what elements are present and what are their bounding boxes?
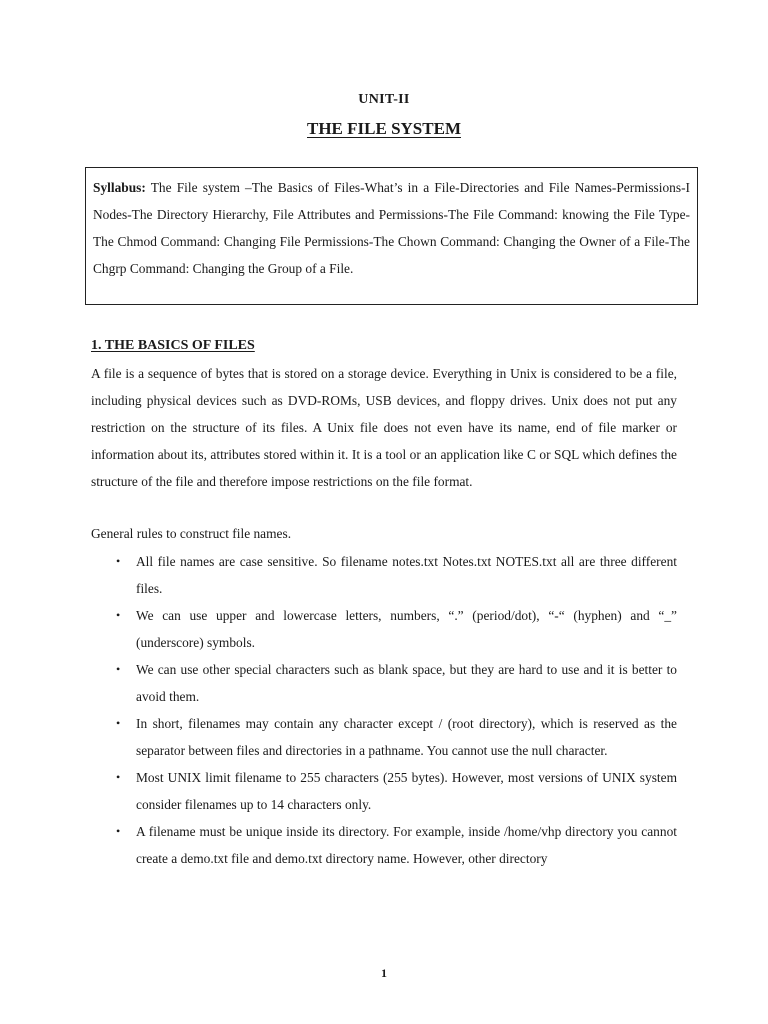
syllabus-text: The File system –The Basics of Files-What’s in a File-Directories and File Names-Permissions-I Nodes-The Directory Hierarchy, File Attributes and Permissions-The File Command: knowing the File Type-The Chmod Command: Changing File Permissions-The Chown Command: Changing the Owner of a File-The Chgrp Command: Changing the Group of a File. xyxy=(93,180,690,276)
section-heading: 1. THE BASICS OF FILES xyxy=(91,338,255,353)
list-item xyxy=(91,548,677,602)
list-item xyxy=(91,602,677,656)
list-item xyxy=(91,818,677,872)
list-item xyxy=(91,764,677,818)
rules-list xyxy=(91,548,677,872)
page-number: 1 xyxy=(381,966,387,980)
bullet-icon: • xyxy=(116,662,121,676)
list-item-text: Most UNIX limit filename to 255 characters (255 bytes). However, most versions of UNIX system consider filenames up to 14 characters only. xyxy=(136,770,677,812)
list-item xyxy=(91,656,677,710)
section-paragraph: A file is a sequence of bytes that is stored on a storage device. Everything in Unix is considered to be a file, including physical devices such as DVD-ROMs, USB devices, and floppy drives. Unix does not put any restriction on the structure of its files. A Unix file does not even have its name, end of file marker or information about its, attributes stored within it. It is a tool or an application like C or SQL which defines the structure of the file and therefore impose restrictions on the file format. xyxy=(91,366,677,489)
bullet-icon: • xyxy=(116,824,121,838)
list-item-text: A filename must be unique inside its directory. For example, inside /home/vhp directory you cannot create a demo.txt file and demo.txt directory name. However, other directory xyxy=(136,824,677,866)
list-item-text: All file names are case sensitive. So filename notes.txt Notes.txt NOTES.txt all are three different files. xyxy=(136,554,677,596)
rules-intro: General rules to construct file names. xyxy=(91,526,292,541)
page-title: THE FILE SYSTEM xyxy=(307,119,461,138)
bullet-icon: • xyxy=(116,770,121,784)
list-item-text: We can use other special characters such as blank space, but they are hard to use and it is better to avoid them. xyxy=(136,662,677,704)
list-item-text: In short, filenames may contain any character except / (root directory), which is reserved as the separator between files and directories in a pathname. You cannot use the null character. xyxy=(136,716,677,758)
syllabus-box xyxy=(85,167,698,305)
bullet-icon: • xyxy=(116,554,121,568)
bullet-icon: • xyxy=(116,608,121,622)
list-item xyxy=(91,710,677,764)
unit-label: UNIT-II xyxy=(358,92,410,107)
list-item-text: We can use upper and lowercase letters, numbers, “.” (period/dot), “-“ (hyphen) and “_” (underscore) symbols. xyxy=(136,608,677,650)
bullet-icon: • xyxy=(116,716,121,730)
syllabus-label: Syllabus: xyxy=(93,180,146,195)
